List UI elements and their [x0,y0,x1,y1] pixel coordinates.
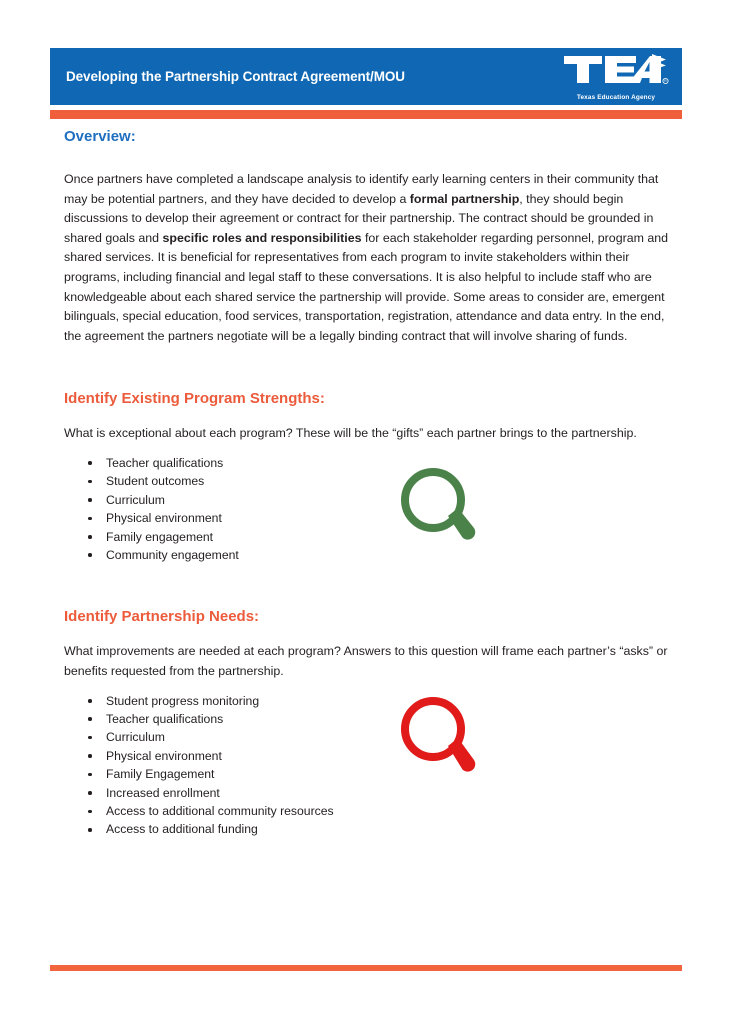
overview-heading: Overview: [64,128,136,145]
overview-text-1: Once partners have completed a landscape analysis to identify early learning centers in their community that may be potential partners, and they have decided to develop a [64,172,659,206]
tea-logo [562,53,674,101]
strengths-list [64,454,674,564]
overview-text-2: , they should begin discussions to develop their agreement or contract for their partnership. The contract should be grounded in shared goals and [64,191,654,245]
overview-text-3: for each stakeholder regarding personnel, program and shared services. It is beneficial for representatives from each program to invite stakeholders within their programs, including financial and legal staff to these conversations. It is also helpful to include staff who are knowledgeable about each shared service the partnership will provide. Some areas to consider are, emergent bilinguals, special education, food services, transportation, registration, attendance and data entry. In the end, the agreement the partners negotiate will be a legally binding contract that will involve sharing of funds. [64,230,669,343]
tea-logo-subtitle: Texas Education Agency [576,93,656,101]
list-item: Access to additional funding [64,820,674,838]
footer-accent-rule [50,965,682,971]
needs-description: What improvements are needed at each program? Answers to this question will frame each partner’s “asks” or benefits requested from the partnership. [64,644,668,678]
overview-paragraph [64,170,674,346]
needs-heading: Identify Partnership Needs: [64,608,260,626]
list-item: Teacher qualifications [64,454,674,472]
list-item: Community engagement [64,546,674,564]
strengths-heading: Identify Existing Program Strengths: [64,390,325,408]
list-item: Access to additional community resources [64,802,674,820]
list-item: Family Engagement [64,765,674,783]
list-item: Physical environment [64,747,674,765]
svg-text:R: R [664,78,667,83]
document-body [64,128,674,839]
overview-bold-1: formal partnership [409,191,520,206]
overview-bold-2: specific roles and responsibilities [162,230,362,245]
list-item: Increased enrollment [64,784,674,802]
needs-row [64,692,674,839]
document-header [50,48,682,105]
page-title: Developing the Partnership Contract Agreement/MOU [66,69,405,84]
list-item: Family engagement [64,528,674,546]
strengths-description: What is exceptional about each program? These will be the “gifts” each partner brings to the partnership. [64,426,637,441]
list-item: Curriculum [64,491,674,509]
list-item: Physical environment [64,509,674,527]
list-item: Teacher qualifications [64,710,674,728]
list-item: Curriculum [64,728,674,746]
needs-list [64,692,674,839]
list-item: Student outcomes [64,472,674,490]
magnifying-glass-icon [396,466,484,555]
header-accent-rule [50,110,682,119]
strengths-row [64,454,674,564]
list-item: Student progress monitoring [64,692,674,710]
magnifying-glass-icon [396,694,484,789]
tea-logo-mark [562,53,670,92]
